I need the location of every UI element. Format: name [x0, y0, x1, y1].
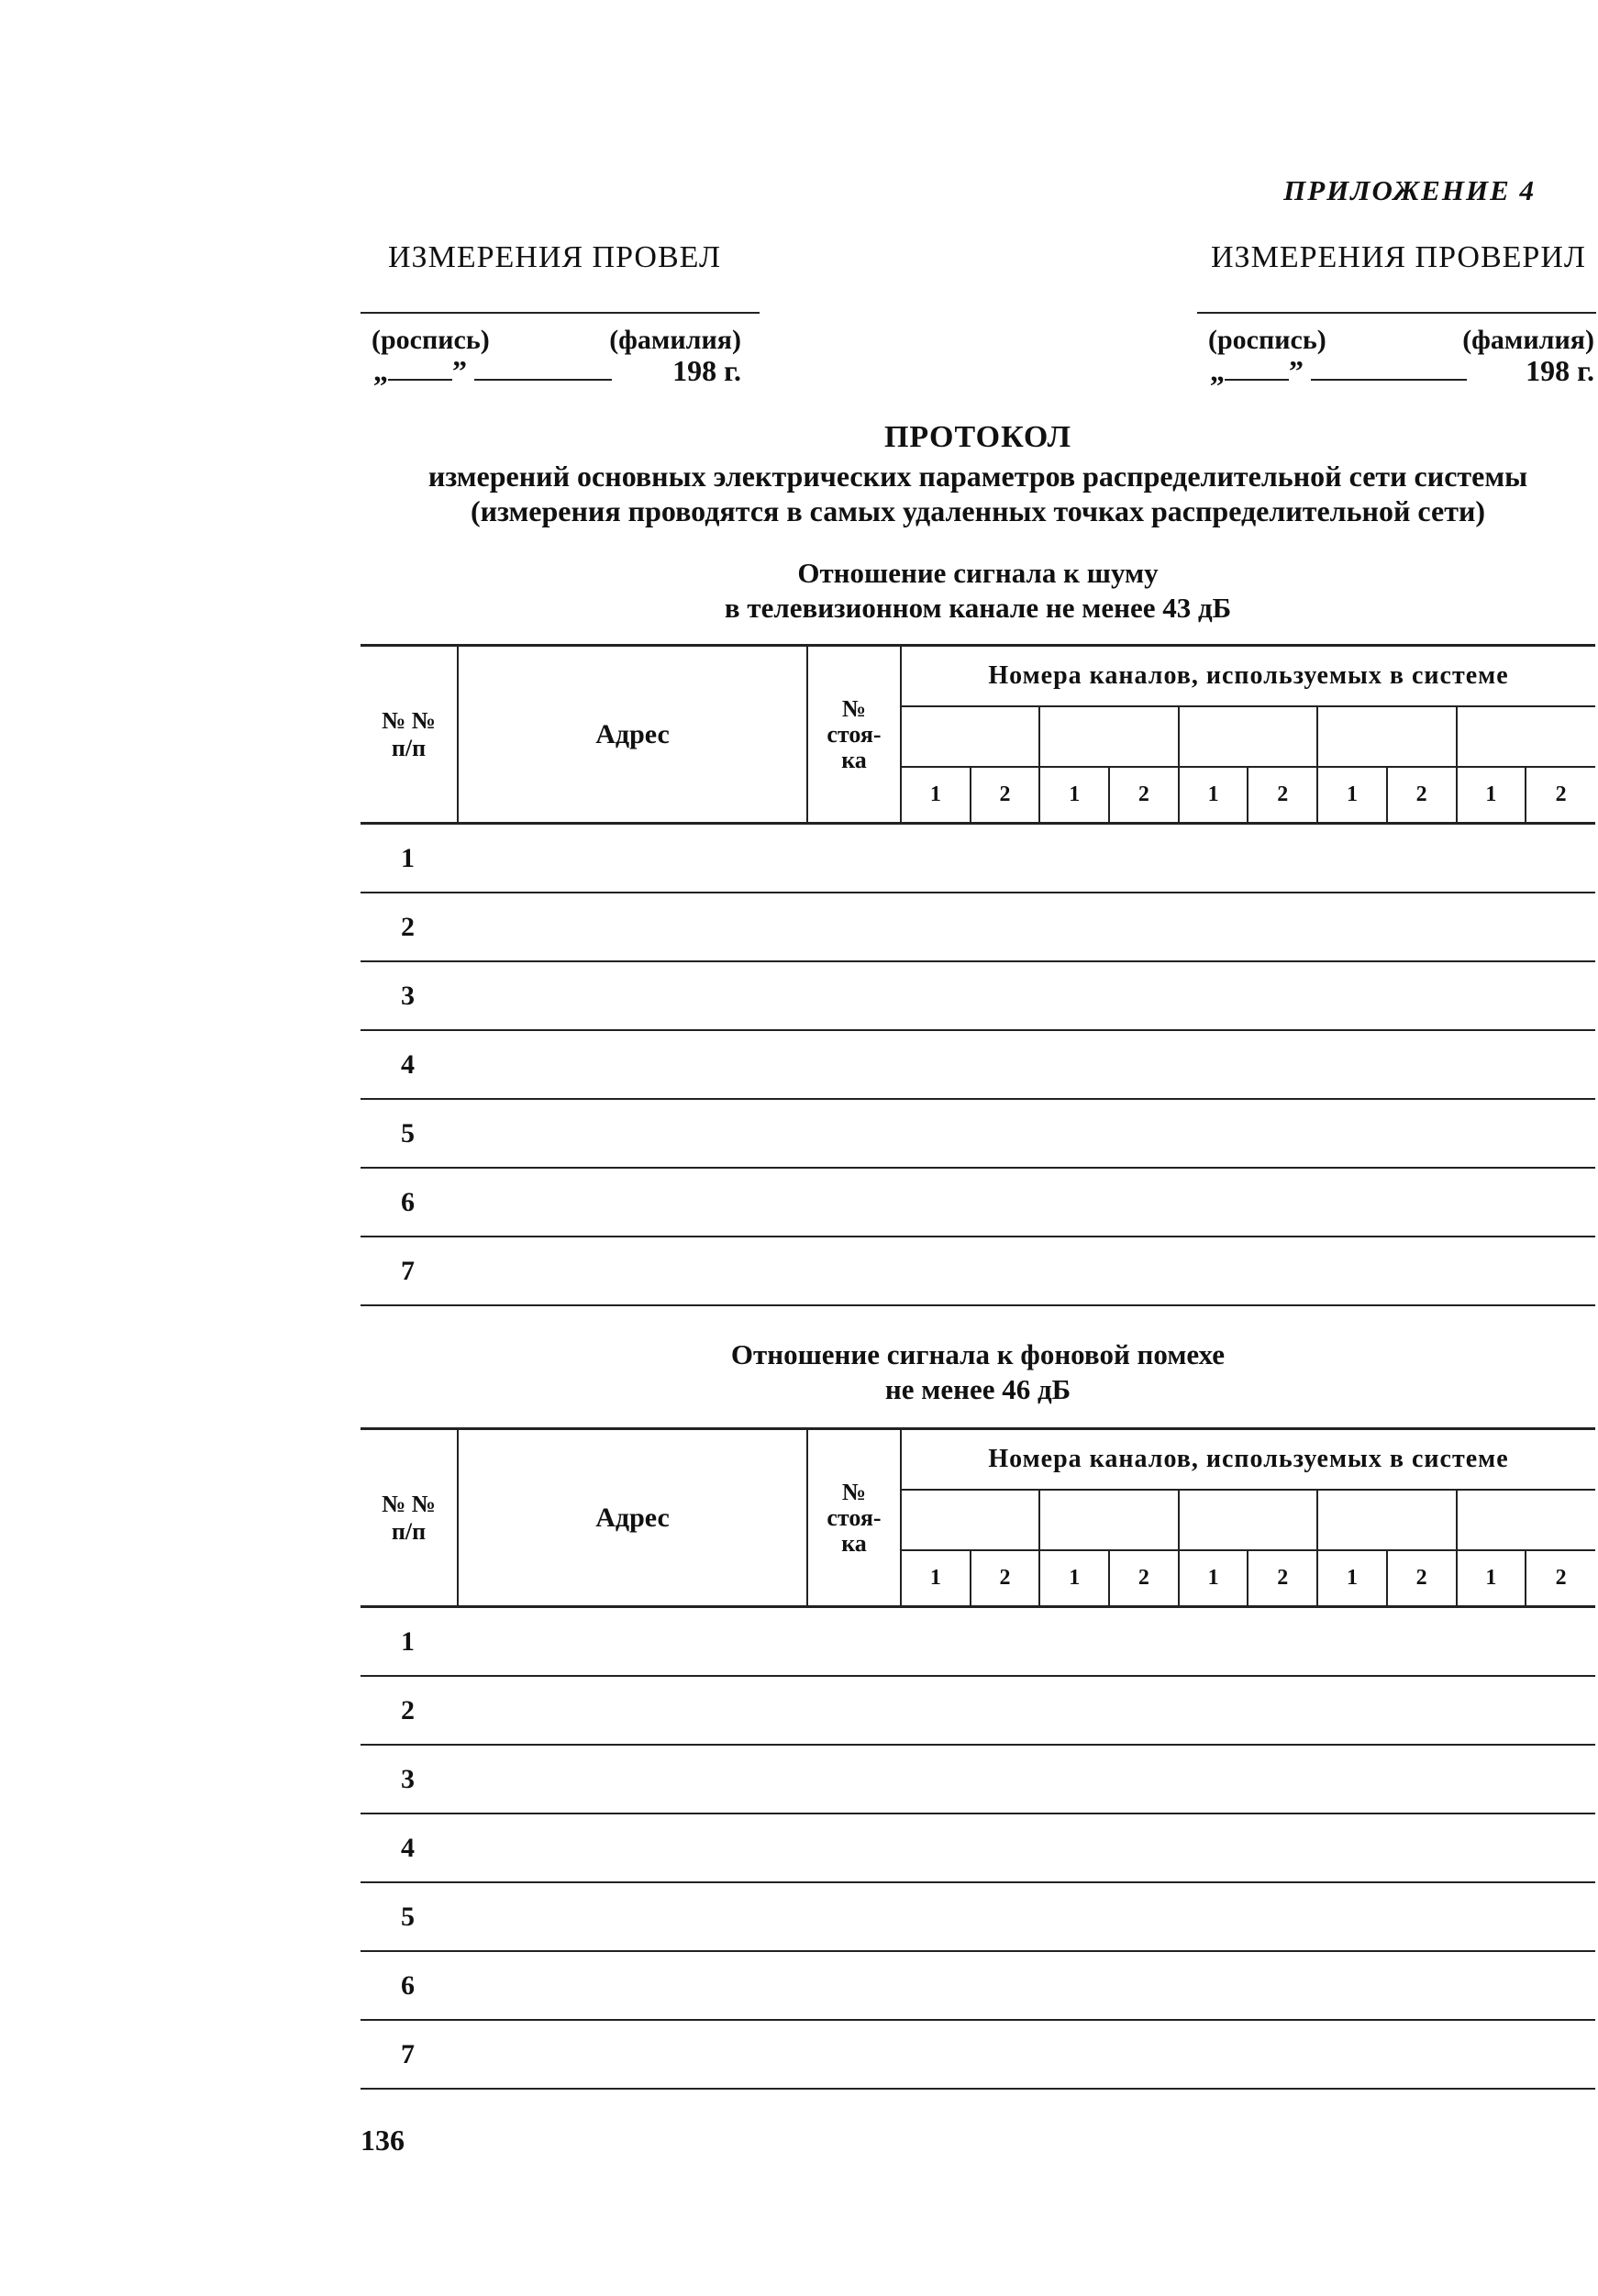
subchannel-label: 1 — [901, 767, 971, 824]
table-row[interactable] — [361, 1237, 1595, 1305]
row-number: 1 — [361, 1607, 1595, 1677]
surname-label: (фамилия) — [1462, 325, 1594, 355]
subchannel-label: 1 — [1179, 767, 1248, 824]
header-address: Адрес — [458, 646, 807, 824]
row-number: 7 — [361, 2020, 1595, 2089]
channel-group-cell[interactable] — [1457, 706, 1596, 767]
subchannel-label: 2 — [1526, 767, 1595, 824]
surname-label: (фамилия) — [609, 325, 741, 355]
row-number: 6 — [361, 1951, 1595, 2020]
subchannel-label: 2 — [1248, 1550, 1317, 1607]
row-number: 7 — [361, 1237, 1595, 1305]
signature-line — [361, 312, 760, 314]
signature-block-conducted — [361, 240, 760, 387]
section1-title: Отношение сигнала к шуму в телевизионном канале не менее 43 дБ — [724, 557, 1232, 624]
appendix-label: ПРИЛОЖЕНИЕ 4 — [1283, 174, 1536, 206]
table-row[interactable] — [361, 824, 1595, 893]
date-field: „ ” 198 г. — [1210, 354, 1594, 387]
header-address: Адрес — [458, 1429, 807, 1607]
subchannel-label: 1 — [1317, 1550, 1387, 1607]
row-number: 5 — [361, 1882, 1595, 1951]
channel-group-cell[interactable] — [1457, 1490, 1596, 1550]
channel-group-cell[interactable] — [1317, 1490, 1456, 1550]
channel-group-cell[interactable] — [1039, 1490, 1178, 1550]
table-row[interactable] — [361, 961, 1595, 1030]
subchannel-label: 2 — [1387, 767, 1457, 824]
header-channels: Номера каналов, используемых в системе — [901, 646, 1595, 706]
row-number: 2 — [361, 893, 1595, 961]
subchannel-label: 2 — [1526, 1550, 1595, 1607]
year-label: 198 г. — [672, 354, 741, 387]
date-field: „ ” 198 г. — [373, 354, 741, 387]
signature-title: ИЗМЕРЕНИЯ ПРОВЕРИЛ — [1211, 240, 1586, 274]
subchannel-label: 1 — [1457, 767, 1526, 824]
row-number: 1 — [361, 824, 1595, 893]
channel-group-cell[interactable] — [1179, 706, 1317, 767]
table-row[interactable] — [361, 1814, 1595, 1882]
header-channels: Номера каналов, используемых в системе — [901, 1429, 1595, 1490]
subchannel-label: 2 — [971, 1550, 1040, 1607]
channel-group-cell[interactable] — [1179, 1490, 1317, 1550]
subchannel-label: 2 — [1387, 1550, 1457, 1607]
subchannel-label: 2 — [1109, 1550, 1179, 1607]
measurement-table-background — [361, 1427, 1595, 2090]
table-row[interactable] — [361, 1607, 1595, 1677]
table-row[interactable] — [361, 2020, 1595, 2089]
signature-title: ИЗМЕРЕНИЯ ПРОВЕЛ — [388, 240, 722, 274]
row-number: 2 — [361, 1676, 1595, 1745]
table-row[interactable] — [361, 1168, 1595, 1237]
subchannel-label: 1 — [1457, 1550, 1526, 1607]
subchannel-label: 2 — [1109, 767, 1179, 824]
channel-group-cell[interactable] — [901, 706, 1039, 767]
row-number: 4 — [361, 1814, 1595, 1882]
channel-group-cell[interactable] — [1317, 706, 1456, 767]
signature-label: (роспись) — [372, 325, 490, 355]
signature-line — [1197, 312, 1596, 314]
table-row[interactable] — [361, 1745, 1595, 1814]
table-row[interactable] — [361, 1099, 1595, 1168]
subchannel-label: 1 — [1039, 767, 1109, 824]
signature-label: (роспись) — [1208, 325, 1326, 355]
header-row-number: № № п/п — [361, 646, 458, 824]
measurement-table-noise — [361, 644, 1595, 1306]
year-label: 198 г. — [1526, 354, 1594, 387]
table-row[interactable] — [361, 1882, 1595, 1951]
row-number: 3 — [361, 961, 1595, 1030]
header-riser: № стоя- ка — [807, 646, 901, 824]
subchannel-label: 2 — [1248, 767, 1317, 824]
table-row[interactable] — [361, 1676, 1595, 1745]
channel-group-cell[interactable] — [901, 1490, 1039, 1550]
table-row[interactable] — [361, 893, 1595, 961]
channel-group-cell[interactable] — [1039, 706, 1178, 767]
subchannel-label: 1 — [1039, 1550, 1109, 1607]
page-number: 136 — [361, 2124, 405, 2157]
subchannel-label: 1 — [1179, 1550, 1248, 1607]
row-number: 3 — [361, 1745, 1595, 1814]
protocol-title: ПРОТОКОЛ — [883, 420, 1072, 454]
section2-title: Отношение сигнала к фоновой помехе не менее 46 дБ — [730, 1338, 1226, 1405]
row-number: 5 — [361, 1099, 1595, 1168]
header-riser: № стоя- ка — [807, 1429, 901, 1607]
signature-block-checked — [1197, 240, 1596, 387]
row-number: 4 — [361, 1030, 1595, 1099]
subchannel-label: 1 — [901, 1550, 971, 1607]
header-row-number: № № п/п — [361, 1429, 458, 1607]
protocol-subtitle: измерений основных электрических параметров распределительной сети системы (измерения проводятся в самых удаленных точках распределительной сети) — [427, 460, 1528, 527]
row-number: 6 — [361, 1168, 1595, 1237]
table-row[interactable] — [361, 1951, 1595, 2020]
table-row[interactable] — [361, 1030, 1595, 1099]
subchannel-label: 2 — [971, 767, 1040, 824]
subchannel-label: 1 — [1317, 767, 1387, 824]
